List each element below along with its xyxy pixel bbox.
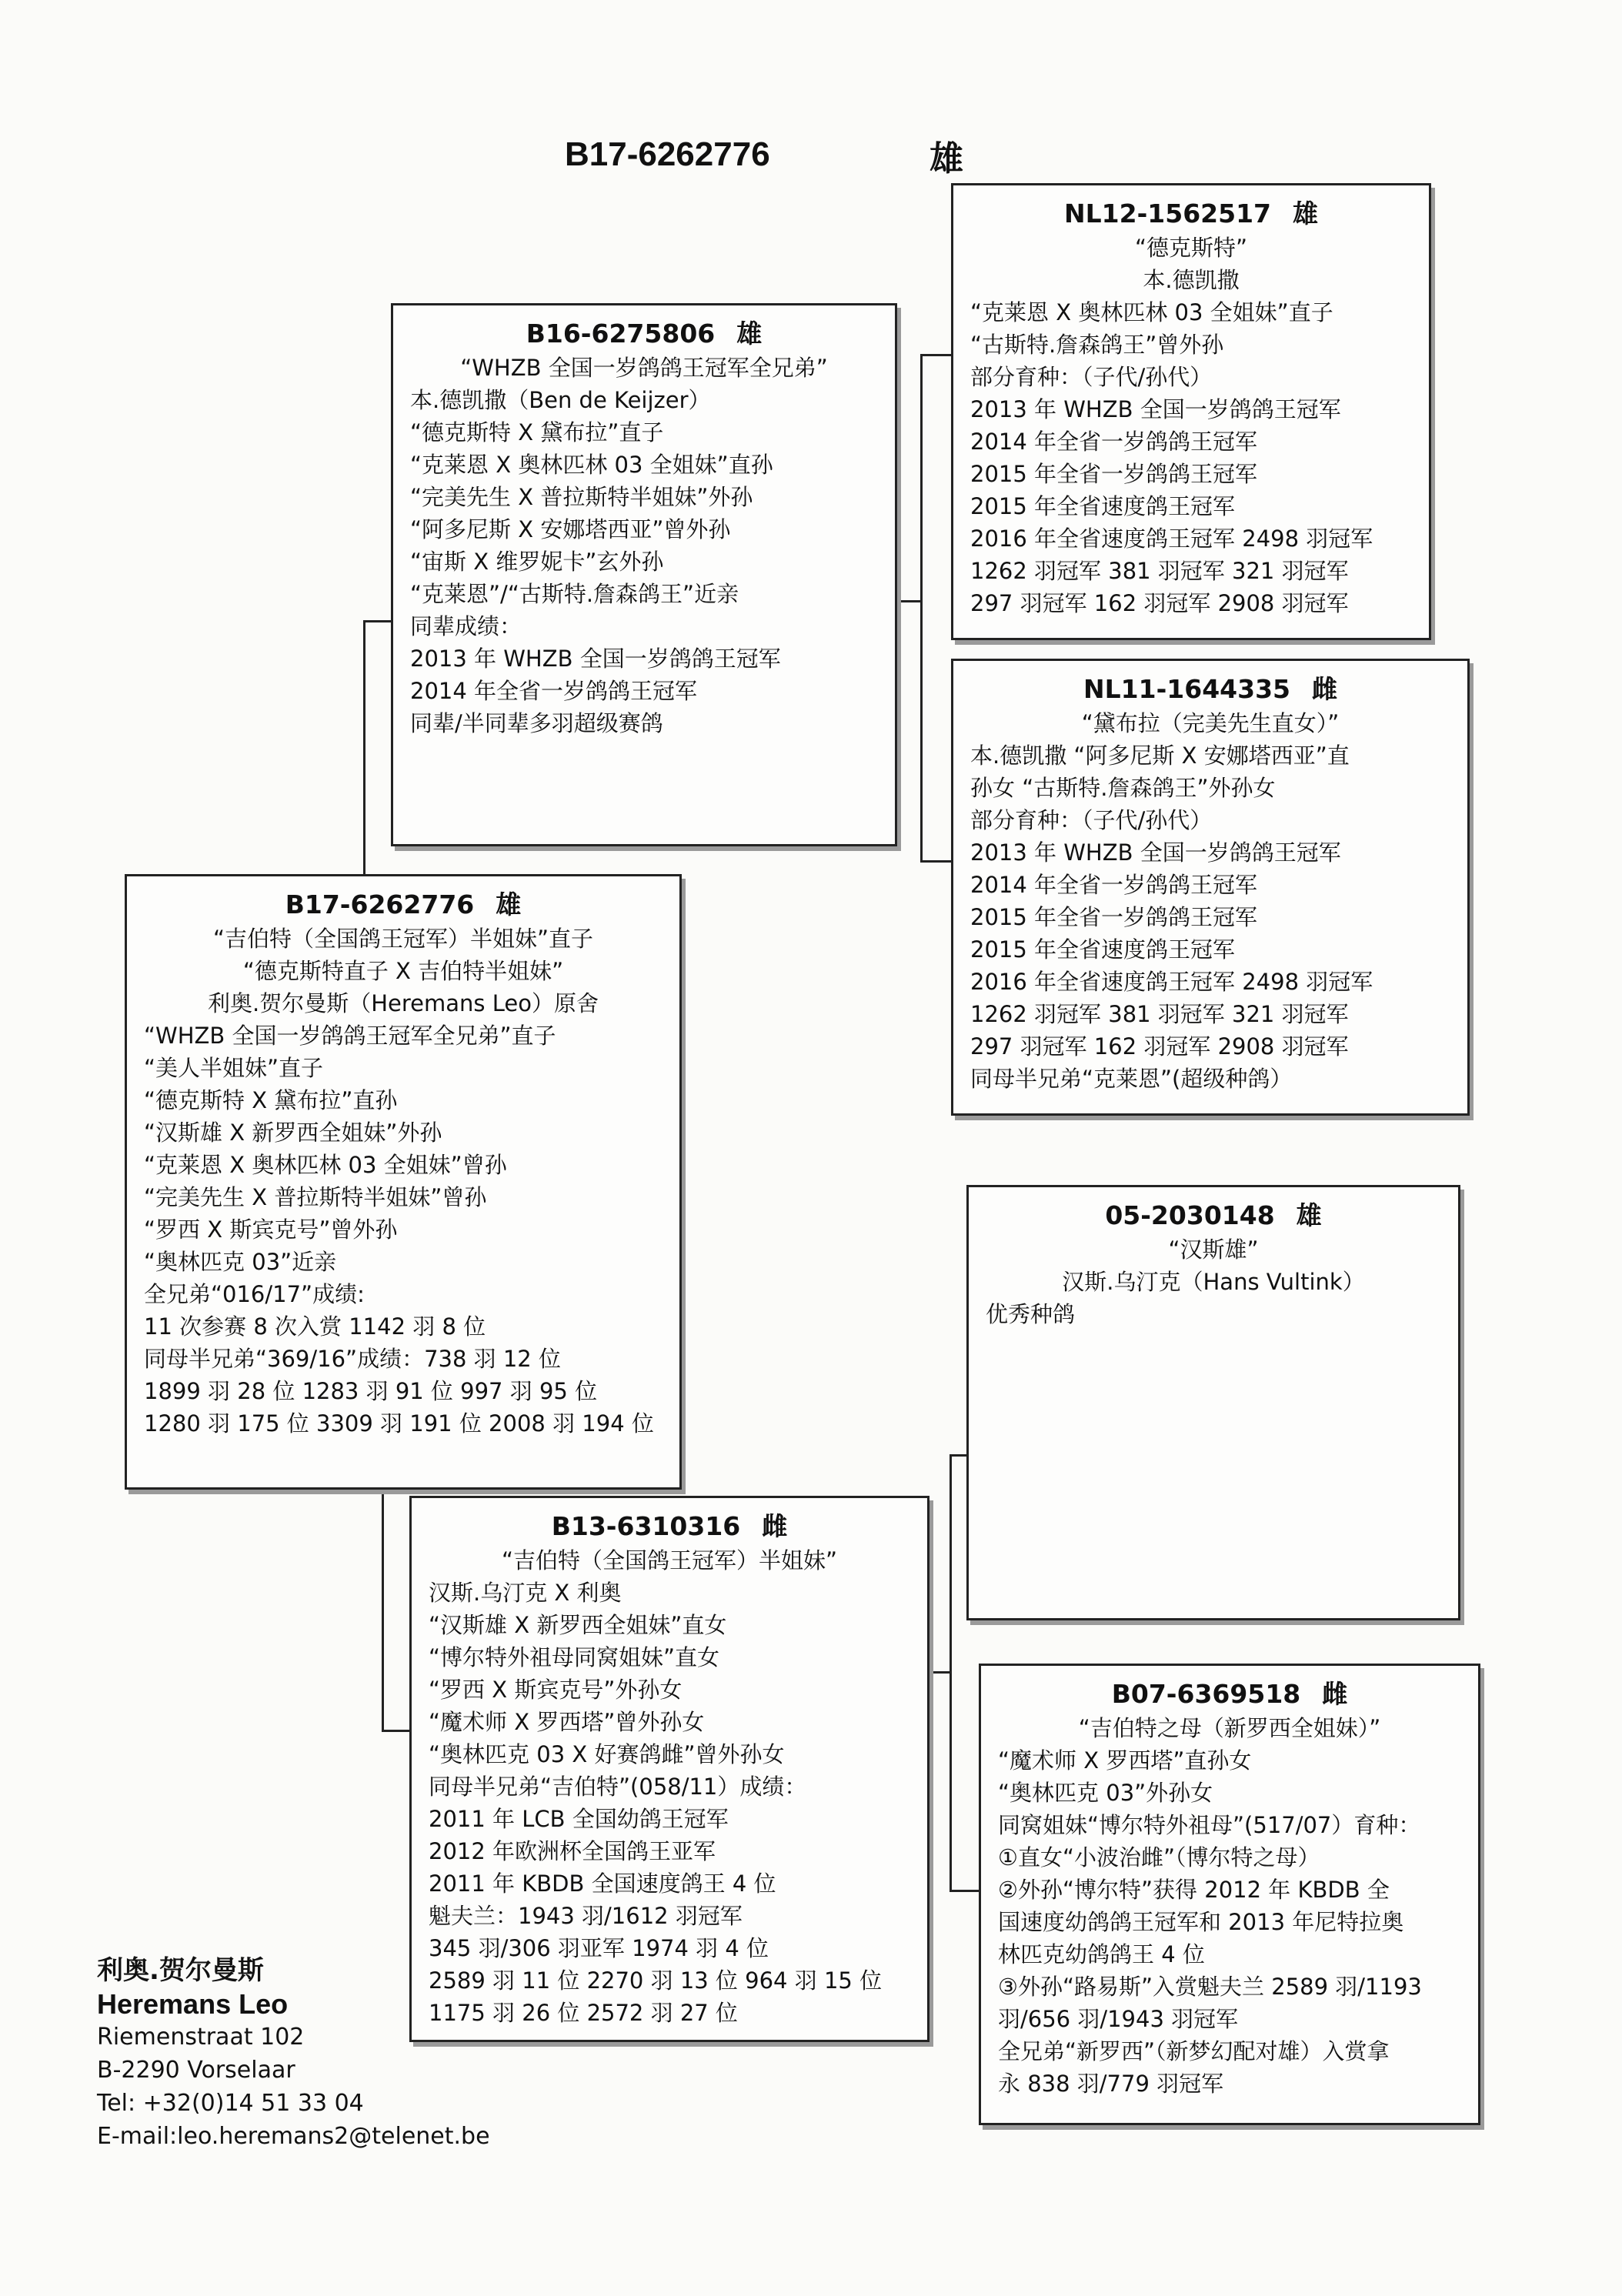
granddam1-line: 2015 年全省速度鸽王冠军 [970,936,1236,963]
subject-center-line: “德克斯特直子 X 吉伯特半姐妹” [242,958,564,984]
dam-line: 汉斯.乌汀克 X 利奥 [429,1580,622,1606]
sire-center-line: “WHZB 全国一岁鸽鸽王冠军全兄弟” [460,355,828,381]
sire-header [410,316,878,352]
subject-sex: 雄 [496,889,522,919]
granddam2-line: “奥林匹克 03”外孙女 [998,1780,1213,1806]
connector-subject-dam [382,1477,384,1731]
subject-line: “克莱恩 X 奥林匹林 03 全姐妹”曾孙 [144,1152,507,1178]
dam-line: 1175 羽 26 位 2572 羽 27 位 [429,2000,738,2026]
granddam2-line: 国速度幼鸽鸽王冠军和 2013 年尼特拉奥 [998,1909,1404,1935]
granddam2-line: 永 838 羽/779 羽冠军 [998,2071,1224,2097]
grandsire1-line: 297 羽冠军 162 羽冠军 2908 羽冠军 [970,590,1349,616]
subject-line: 全兄弟“016/17”成绩: [144,1281,365,1307]
dam-line: “罗西 X 斯宾克号”外孙女 [429,1677,683,1703]
page-title-sex: 雄 [929,140,963,178]
sire-line: 同辈/半同辈多羽超级赛鸽 [410,710,663,736]
dam-line: 345 羽/306 羽亚军 1974 羽 4 位 [429,1935,769,1961]
granddam2-line: “魔术师 X 罗西塔”直孙女 [998,1747,1252,1774]
dam-line: 2012 年欧洲杯全国鸽王亚军 [429,1838,716,1864]
granddam1-line: 2013 年 WHZB 全国一岁鸽鸽王冠军 [970,839,1341,866]
granddam2-header [998,1677,1461,1712]
subject-line: “罗西 X 斯宾克号”曾外孙 [144,1216,398,1243]
subject-card [125,874,682,1490]
connector-dam-grandparents-bottom [950,1890,979,1892]
sire-line: “完美先生 X 普拉斯特半姐妹”外孙 [410,484,753,510]
dam-ring: B13-6310316 [551,1511,741,1541]
subject-line: “WHZB 全国一岁鸽鸽王冠军全兄弟”直子 [144,1023,556,1049]
sire-sex: 雄 [736,319,763,349]
dam-line: 2011 年 KBDB 全国速度鸽王 4 位 [429,1871,776,1897]
connector-sire-grandparents-mid [896,600,922,602]
owner-name-en: Heremans Leo [97,1988,289,2020]
grandsire1-center-line: 本.德凯撒 [1143,267,1240,293]
granddam1-line: 同母半兄弟“克莱恩”(超级种鸽） [970,1066,1293,1092]
grandsire1-line: 2016 年全省速度鸽王冠军 2498 羽冠军 [970,526,1373,552]
granddam2-sex: 雌 [1322,1679,1348,1709]
subject-line: 1899 羽 28 位 1283 羽 91 位 997 羽 95 位 [144,1378,598,1404]
dam-line: 2011 年 LCB 全国幼鸽王冠军 [429,1806,729,1832]
grandsire1-header [970,196,1412,232]
connector-sire-grandparents-top [920,354,951,356]
granddam2-line: ①直女“小波治雌”（博尔特之母） [998,1844,1320,1871]
grandsire2-ring: 05-2030148 [1105,1200,1275,1230]
sire-ring: B16-6275806 [526,319,716,349]
dam-line: “汉斯雄 X 新罗西全姐妹”直女 [429,1612,727,1638]
owner-email: E-mail:leo.heremans2@telenet.be [97,2123,490,2150]
granddam1-header [970,672,1450,707]
grandsire1-line: 部分育种：（子代/孙代） [970,364,1213,390]
connector-subject-sire [363,620,365,874]
connector-subject-sire-h [363,620,391,622]
dam-header [429,1509,910,1544]
dam-line: “魔术师 X 罗西塔”曾外孙女 [429,1709,705,1735]
subject-center-line: 利奥.贺尔曼斯（Heremans Leo）原舍 [208,990,599,1016]
sire-line: “宙斯 X 维罗妮卡”玄外孙 [410,549,664,575]
granddam1-card [951,659,1470,1116]
connector-dam-grandparents-top [950,1454,968,1457]
subject-ring: B17-6262776 [285,889,475,919]
granddam2-line: 全兄弟“新罗西”（新梦幻配对雄）入赏拿 [998,2038,1390,2064]
dam-line: 2589 羽 11 位 2270 羽 13 位 964 羽 15 位 [429,1967,883,1994]
owner-city: B-2290 Vorselaar [97,2057,295,2084]
dam-line: 同母半兄弟“吉伯特”(058/11）成绩： [429,1774,807,1800]
subject-header [144,887,662,923]
granddam2-card [979,1664,1480,2125]
connector-subject-dam-h [382,1730,409,1732]
owner-street: Riemenstraat 102 [97,2024,305,2051]
granddam1-line: 297 羽冠军 162 羽冠军 2908 羽冠军 [970,1033,1349,1060]
granddam1-sex: 雌 [1312,674,1337,704]
sire-line: 2014 年全省一岁鸽鸽王冠军 [410,678,698,704]
sire-line: 2013 年 WHZB 全国一岁鸽鸽王冠军 [410,646,781,672]
grandsire1-line: “古斯特.詹森鸽王”曾外孙 [970,332,1224,358]
grandsire2-line: 优秀种鸽 [986,1301,1076,1327]
granddam2-center-line: “吉伯特之母（新罗西全姐妹）” [1078,1715,1381,1741]
grandsire2-card [966,1185,1460,1620]
owner-contact [97,1954,490,2153]
dam-line: “奥林匹克 03 X 好赛鸽雌”曾外孙女 [429,1741,785,1767]
granddam1-center-line: “黛布拉（完美先生直女）” [1081,710,1340,736]
connector-sire-grandparents [920,354,923,862]
grandsire1-line: 2014 年全省一岁鸽鸽王冠军 [970,429,1258,455]
grandsire1-line: 2015 年全省速度鸽王冠军 [970,493,1236,519]
grandsire2-header [986,1198,1441,1233]
subject-line: “完美先生 X 普拉斯特半姐妹”曾孙 [144,1184,487,1210]
connector-sire-grandparents-bottom [920,860,951,863]
grandsire1-center-line: “德克斯特” [1134,235,1248,261]
grandsire1-line: 2015 年全省一岁鸽鸽王冠军 [970,461,1258,487]
grandsire1-line: 2013 年 WHZB 全国一岁鸽鸽王冠军 [970,396,1341,422]
sire-line: “克莱恩”/“古斯特.詹森鸽王”近亲 [410,581,739,607]
subject-line: “德克斯特 X 黛布拉”直孙 [144,1087,398,1113]
grandsire1-card [951,183,1431,640]
granddam2-line: ③外孙“路易斯”入赏魁夫兰 2589 羽/1193 [998,1974,1422,2000]
grandsire2-center-line: “汉斯雄” [1168,1236,1259,1263]
dam-line: 魁夫兰：1943 羽/1612 羽冠军 [429,1903,743,1929]
dam-line: “博尔特外祖母同窝姐妹”直女 [429,1644,720,1670]
granddam1-line: 孙女 “古斯特.詹森鸽王”外孙女 [970,775,1276,801]
granddam2-line: 羽/656 羽/1943 羽冠军 [998,2006,1239,2032]
grandsire2-center-line: 汉斯.乌汀克（Hans Vultink） [1062,1269,1365,1295]
dam-sex: 雌 [762,1511,788,1541]
sire-line: 本.德凯撒（Ben de Keijzer） [410,387,711,413]
granddam1-line: 1262 羽冠军 381 羽冠军 321 羽冠军 [970,1001,1349,1027]
sire-card [391,303,897,846]
granddam2-line: 同窝姐妹“博尔特外祖母”(517/07）育种： [998,1812,1421,1838]
sire-line: “克莱恩 X 奥林匹林 03 全姐妹”直孙 [410,452,773,478]
grandsire1-ring: NL12-1562517 [1064,199,1271,229]
owner-name-cn: 利奥.贺尔曼斯 [97,1955,264,1986]
owner-tel: Tel: +32(0)14 51 33 04 [97,2090,364,2117]
subject-line: “美人半姐妹”直子 [144,1055,324,1081]
grandsire1-line: “克莱恩 X 奥林匹林 03 全姐妹”直子 [970,299,1333,325]
sire-line: “阿多尼斯 X 安娜塔西亚”曾外孙 [410,516,731,542]
subject-line: 同母半兄弟“369/16”成绩：738 羽 12 位 [144,1346,561,1372]
subject-center-line: “吉伯特（全国鸽王冠军）半姐妹”直子 [212,926,594,952]
granddam1-line: 部分育种：（子代/孙代） [970,807,1213,833]
subject-line: “奥林匹克 03”近亲 [144,1249,337,1275]
grandsire1-sex: 雄 [1293,199,1318,229]
granddam1-line: 本.德凯撒 “阿多尼斯 X 安娜塔西亚”直 [970,743,1350,769]
page-title-ring: B17-6262776 [565,135,770,173]
subject-line: “汉斯雄 X 新罗西全姐妹”外孙 [144,1120,442,1146]
granddam1-line: 2015 年全省一岁鸽鸽王冠军 [970,904,1258,930]
subject-line: 1280 羽 175 位 3309 羽 191 位 2008 羽 194 位 [144,1410,654,1437]
granddam1-line: 2014 年全省一岁鸽鸽王冠军 [970,872,1258,898]
granddam2-ring: B07-6369518 [1111,1679,1301,1709]
grandsire2-sex: 雄 [1296,1200,1322,1230]
granddam2-line: ②外孙“博尔特”获得 2012 年 KBDB 全 [998,1877,1390,1903]
subject-line: 11 次参赛 8 次入赏 1142 羽 8 位 [144,1313,486,1340]
granddam2-line: 林匹克幼鸽鸽王 4 位 [998,1941,1205,1967]
connector-dam-grandparents-mid [926,1671,951,1674]
granddam1-line: 2016 年全省速度鸽王冠军 2498 羽冠军 [970,969,1373,995]
grandsire1-line: 1262 羽冠军 381 羽冠军 321 羽冠军 [970,558,1349,584]
sire-line: “德克斯特 X 黛布拉”直子 [410,419,664,446]
dam-center-line: “吉伯特（全国鸽王冠军）半姐妹” [501,1547,838,1573]
granddam1-ring: NL11-1644335 [1083,674,1290,704]
sire-line: 同辈成绩： [410,613,522,639]
